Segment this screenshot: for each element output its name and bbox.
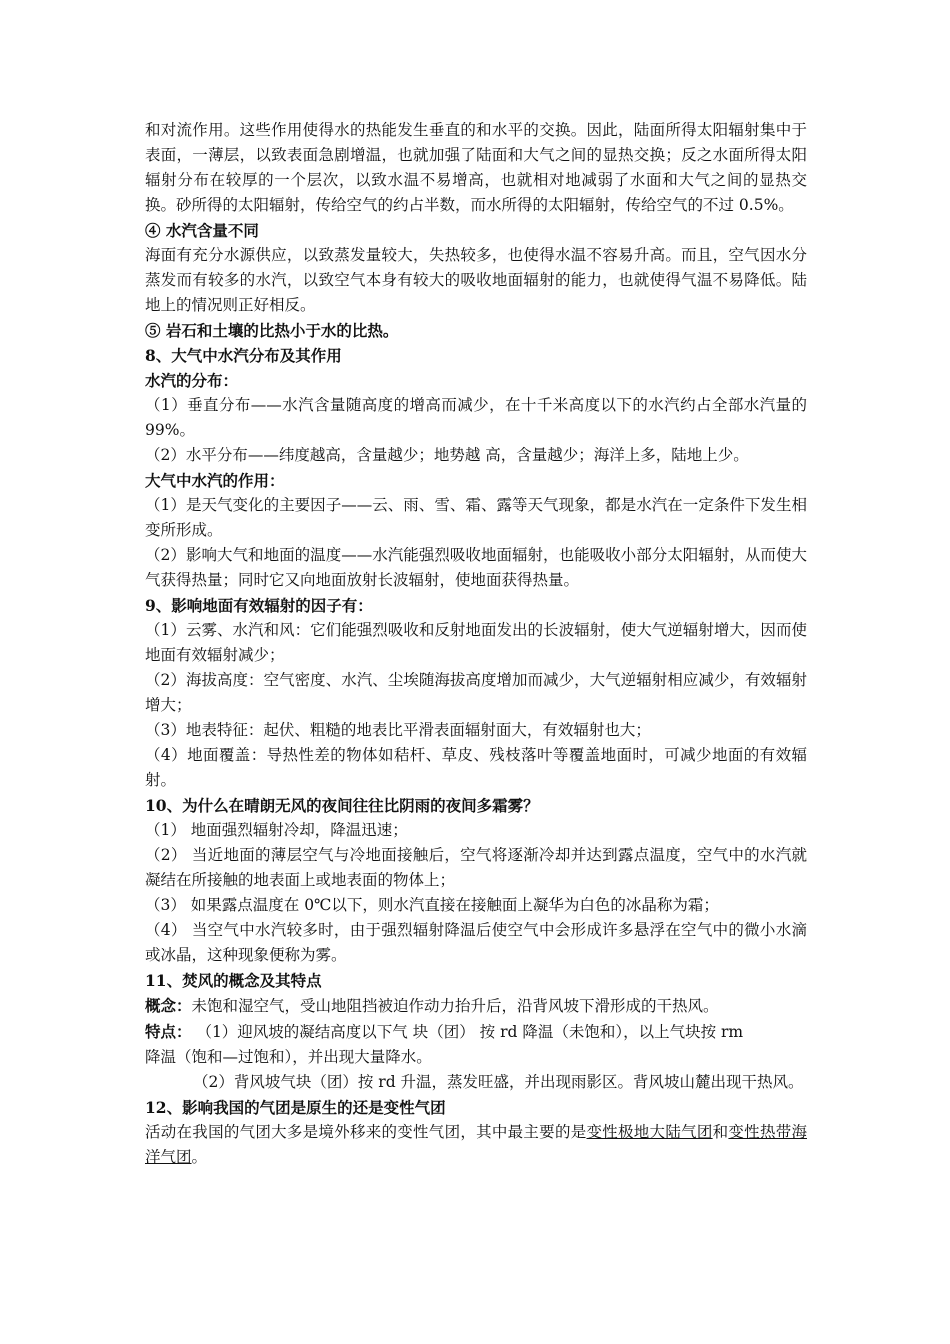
- subheading: 水汽的分布：: [145, 371, 239, 390]
- document-page: [145, 118, 807, 1170]
- list-item: （1）垂直分布——水汽含量随高度的增高而减少，在十千米高度以下的水汽约占全部水汽量的 99%。: [145, 396, 807, 439]
- list-item: （1）云雾、水汽和风：它们能强烈吸收和反射地面发出的长波辐射，使大气逆辐射增大，因而使地面有效辐射减少；: [145, 621, 807, 664]
- definition-label: 概念：: [145, 996, 192, 1015]
- features-text-line1: （1）迎风坡的凝结高度以下气 块（团） 按 rd 降温（未饱和），以上气块按 rm: [191, 1023, 744, 1041]
- list-item: （2）影响大气和地面的温度——水汽能强烈吸收地面辐射，也能吸收小部分太阳辐射，从而使大气获得热量；同时它又向地面放射长波辐射，使地面获得热量。: [145, 546, 807, 589]
- definition-paragraph: [145, 993, 807, 1019]
- section-heading: ④ 水汽含量不同: [145, 221, 259, 240]
- subheading: 大气中水汽的作用：: [145, 471, 285, 490]
- definition-text: 未饱和湿空气，受山地阻挡被迫作动力抬升后，沿背风坡下滑形成的干热风。: [191, 997, 719, 1015]
- question-heading: 10、为什么在晴朗无风的夜间往往比阴雨的夜间多霜雾？: [145, 796, 539, 815]
- features-item-2: （2）背风坡气块（团）按 rd 升温，蒸发旺盛，并出现雨影区。背风坡山麓出现干热风。: [193, 1073, 804, 1091]
- list-item: （4）地面覆盖：导热性差的物体如秸杆、草皮、残枝落叶等覆盖地面时，可减少地面的有效辐射。: [145, 746, 807, 789]
- question-heading: 9、影响地面有效辐射的因子有：: [145, 596, 373, 615]
- question-heading: 11、焚风的概念及其特点: [145, 971, 322, 990]
- underlined-term: 变性极地大陆气团: [586, 1123, 713, 1141]
- features-paragraph: [145, 1019, 807, 1045]
- text-run: 。: [191, 1148, 208, 1166]
- features-text-line2: 降温（饱和—过饱和），并出现大量降水。: [145, 1048, 432, 1066]
- list-item: （1）是天气变化的主要因子——云、雨、雪、霜、露等天气现象，都是水汽在一定条件下发生相变所形成。: [145, 496, 807, 539]
- section-heading: ⑤ 岩石和土壤的比热小于水的比热。: [145, 321, 399, 340]
- list-item: （3） 如果露点温度在 0℃以下，则水汽直接在接触面上凝华为白色的冰晶称为霜；: [145, 896, 719, 914]
- question-heading: 8、大气中水汽分布及其作用: [145, 346, 342, 365]
- paragraph: 海面有充分水源供应，以致蒸发量较大，失热较多，也使得水温不容易升高。而且，空气因水分蒸发而有较多的水汽，以致空气本身有较大的吸收地面辐射的能力，也就使得气温不易降低。陆地上的情况则正好相反。: [145, 246, 807, 314]
- question-heading: 12、影响我国的气团是原生的还是变性气团: [145, 1098, 446, 1117]
- features-label: 特点：: [145, 1022, 192, 1041]
- paragraph: 和对流作用。这些作用使得水的热能发生垂直的和水平的交换。因此，陆面所得太阳辐射集中于表面，一薄层，以致表面急剧增温，也就加强了陆面和大气之间的显热交换；反之水面所得太阳辐射分布在较厚的一个层次，以致水温不易增高，也就相对地减弱了水面和大气之间的显热交换。砂所得的太阳辐射，传给空气的约占半数，而水所得的太阳辐射，传给空气的不过 0.5%。: [145, 121, 807, 214]
- list-item: （2） 当近地面的薄层空气与冷地面接触后，空气将逐渐冷却并达到露点温度，空气中的水汽就凝结在所接触的地表面上或地表面的物体上；: [145, 846, 807, 889]
- text-run: 活动在我国的气团大多是境外移来的变性气团，其中最主要的是: [145, 1123, 587, 1141]
- list-item: （3）地表特征：起伏、粗糙的地表比平滑表面辐射面大，有效辐射也大；: [145, 721, 651, 739]
- list-item: （2）海拔高度：空气密度、水汽、尘埃随海拔高度增加而减少，大气逆辐射相应减少，有效辐射增大；: [145, 671, 807, 714]
- text-run: 和: [712, 1123, 729, 1141]
- list-item: （2）水平分布——纬度越高，含量越少；地势越 高，含量越少；海洋上多，陆地上少。: [145, 446, 749, 464]
- list-item: （1） 地面强烈辐射冷却，降温迅速；: [145, 821, 408, 839]
- underlined-term: 变性热带海洋气团: [145, 1123, 807, 1166]
- list-item: （4） 当空气中水汽较多时，由于强烈辐射降温后使空气中会形成许多悬浮在空气中的微小水滴或冰晶，这种现象便称为雾。: [145, 921, 807, 964]
- paragraph: [145, 1120, 807, 1170]
